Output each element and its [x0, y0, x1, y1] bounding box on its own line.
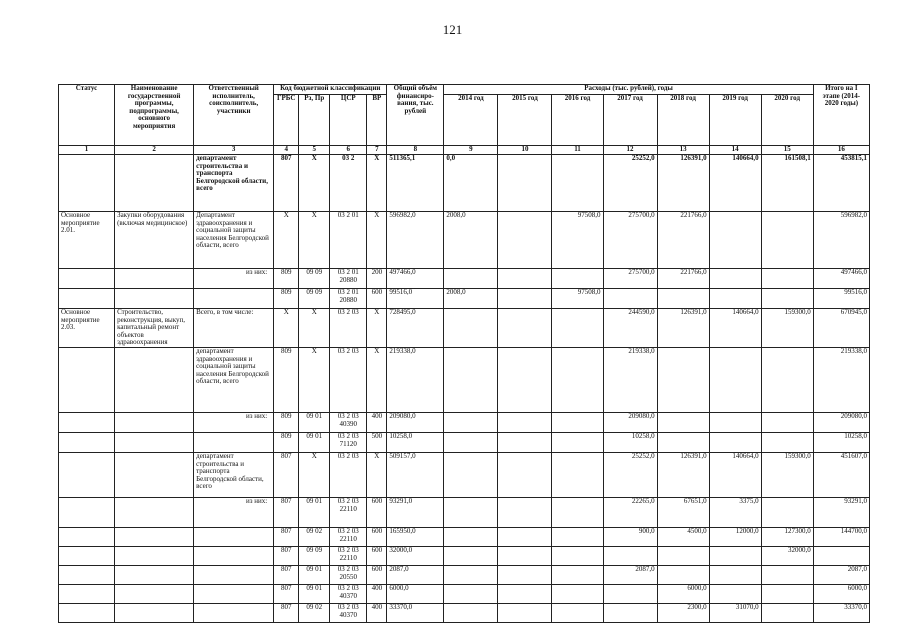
cell-vr: 400: [367, 603, 387, 622]
cell-y2014: 0,0: [444, 155, 498, 212]
cell-csr: 03 2: [330, 155, 367, 212]
cell-y2016: [552, 497, 603, 527]
cell-vr: 600: [367, 565, 387, 584]
header-status: Статус: [59, 85, 115, 146]
cell-vr: Х: [367, 347, 387, 412]
cell-y2020: 161508,1: [761, 155, 813, 212]
cell-total: 33370,0: [387, 603, 444, 622]
column-number: 12: [603, 146, 657, 155]
cell-y2018: 4500,0: [657, 527, 709, 546]
cell-rz: Х: [299, 212, 330, 269]
table-row: [59, 289, 870, 309]
cell-grbs: 807: [274, 603, 299, 622]
cell-y2017: 2087,0: [603, 565, 657, 584]
cell-csr: 03 2 03: [330, 309, 367, 348]
header-year-2019: 2019 год: [709, 95, 761, 146]
table-row: [59, 546, 870, 565]
cell-csr: 03 2 03 22110: [330, 497, 367, 527]
cell-vr: 600: [367, 527, 387, 546]
cell-y2018: 67651,0: [657, 497, 709, 527]
cell-rz: 09 01: [299, 497, 330, 527]
cell-y2017: 244590,0: [603, 309, 657, 348]
cell-csr: 03 2 01 20880: [330, 289, 367, 309]
cell-y2017: [603, 546, 657, 565]
column-number: 7: [367, 146, 387, 155]
cell-y2014: [444, 412, 498, 432]
cell-y2019: [709, 347, 761, 412]
cell-c2: [115, 584, 194, 603]
cell-y2017: 209080,0: [603, 412, 657, 432]
cell-grbs: 809: [274, 269, 299, 289]
cell-total: 99516,0: [387, 289, 444, 309]
cell-y2015: [498, 452, 552, 497]
cell-y2016: [552, 546, 603, 565]
cell-rz: 09 01: [299, 412, 330, 432]
table-row: [59, 497, 870, 527]
cell-y2017: 25252,0: [603, 452, 657, 497]
cell-c3: [194, 546, 274, 565]
cell-y2016: [552, 347, 603, 412]
cell-y2017: [603, 584, 657, 603]
cell-csr: 03 2 01 20880: [330, 269, 367, 289]
cell-y2015: [498, 584, 552, 603]
cell-c2: [115, 527, 194, 546]
cell-c1: Основное мероприятие 2.03.: [59, 309, 115, 348]
cell-y2018: 126391,0: [657, 309, 709, 348]
cell-y2014: [444, 452, 498, 497]
table-row: [59, 603, 870, 622]
cell-vr: 600: [367, 497, 387, 527]
column-number: 9: [444, 146, 498, 155]
header-year-2015: 2015 год: [498, 95, 552, 146]
cell-sum: 33370,0: [813, 603, 869, 622]
cell-csr: 03 2 01: [330, 212, 367, 269]
cell-y2015: [498, 432, 552, 452]
table-row: [59, 412, 870, 432]
cell-y2017: 219338,0: [603, 347, 657, 412]
cell-y2017: [603, 289, 657, 309]
cell-rz: 09 01: [299, 432, 330, 452]
cell-y2016: [552, 527, 603, 546]
cell-y2016: 97508,0: [552, 212, 603, 269]
header-budget-code: Код бюджетной классификации: [274, 85, 387, 95]
cell-y2018: 126391,0: [657, 452, 709, 497]
cell-c2: [115, 546, 194, 565]
cell-vr: 200: [367, 269, 387, 289]
page-number: 121: [442, 22, 463, 37]
header-year-2020: 2020 год: [761, 95, 813, 146]
table-row: [59, 565, 870, 584]
table-row: [59, 432, 870, 452]
column-number: 15: [761, 146, 813, 155]
cell-sum: 144700,0: [813, 527, 869, 546]
cell-y2018: 221766,0: [657, 269, 709, 289]
cell-rz: 09 01: [299, 584, 330, 603]
cell-grbs: 807: [274, 497, 299, 527]
cell-c2: [115, 497, 194, 527]
cell-grbs: 807: [274, 584, 299, 603]
cell-c3: департамент строительства и транспорта Белгородской области, всего: [194, 452, 274, 497]
cell-y2017: [603, 603, 657, 622]
column-number: 3: [194, 146, 274, 155]
cell-y2015: [498, 269, 552, 289]
table-row: [59, 309, 870, 348]
cell-y2014: [444, 347, 498, 412]
cell-c1: [59, 432, 115, 452]
cell-c3: департамент здравоохранения и социальной защиты населения Белгородской области, всего: [194, 347, 274, 412]
cell-y2018: 221766,0: [657, 212, 709, 269]
cell-y2018: 2300,0: [657, 603, 709, 622]
cell-sum: 10258,0: [813, 432, 869, 452]
cell-c2: [115, 412, 194, 432]
cell-rz: 09 02: [299, 603, 330, 622]
table-row: [59, 269, 870, 289]
cell-y2015: [498, 309, 552, 348]
cell-c2: [115, 452, 194, 497]
cell-sum: 219338,0: [813, 347, 869, 412]
header-csr: ЦСР: [330, 95, 367, 146]
cell-csr: 03 2 03 20550: [330, 565, 367, 584]
column-number: 11: [552, 146, 603, 155]
header-year-2014: 2014 год: [444, 95, 498, 146]
cell-y2014: 2008,0: [444, 289, 498, 309]
cell-y2017: 22265,0: [603, 497, 657, 527]
cell-c2: [115, 269, 194, 289]
cell-y2019: [709, 269, 761, 289]
column-number: 4: [274, 146, 299, 155]
table-row: [59, 212, 870, 269]
cell-y2014: [444, 309, 498, 348]
cell-y2016: 97508,0: [552, 289, 603, 309]
column-number: 14: [709, 146, 761, 155]
cell-c1: [59, 584, 115, 603]
cell-y2015: [498, 155, 552, 212]
cell-c1: [59, 603, 115, 622]
cell-c3: [194, 603, 274, 622]
cell-y2018: 6000,0: [657, 584, 709, 603]
cell-c3: из них:: [194, 412, 274, 432]
cell-grbs: Х: [274, 309, 299, 348]
cell-grbs: 807: [274, 565, 299, 584]
cell-y2020: [761, 412, 813, 432]
cell-c1: [59, 155, 115, 212]
cell-y2016: [552, 584, 603, 603]
cell-y2020: [761, 432, 813, 452]
cell-y2020: [761, 289, 813, 309]
cell-y2019: 12000,0: [709, 527, 761, 546]
cell-rz: Х: [299, 452, 330, 497]
column-number: 1: [59, 146, 115, 155]
cell-vr: Х: [367, 309, 387, 348]
budget-table: [58, 84, 870, 623]
cell-vr: Х: [367, 212, 387, 269]
cell-y2020: 159300,0: [761, 452, 813, 497]
cell-y2018: [657, 432, 709, 452]
cell-y2019: 31070,0: [709, 603, 761, 622]
cell-c3: [194, 289, 274, 309]
header-grbs: ГРБС: [274, 95, 299, 146]
header-year-2018: 2018 год: [657, 95, 709, 146]
cell-csr: 03 2 03 22110: [330, 546, 367, 565]
cell-vr: 400: [367, 412, 387, 432]
cell-c3: [194, 584, 274, 603]
cell-y2015: [498, 289, 552, 309]
cell-c3: [194, 565, 274, 584]
cell-c3: [194, 432, 274, 452]
column-number: 8: [387, 146, 444, 155]
table-row: [59, 452, 870, 497]
column-number: 16: [813, 146, 869, 155]
cell-c1: [59, 269, 115, 289]
cell-y2015: [498, 546, 552, 565]
cell-y2020: 127300,0: [761, 527, 813, 546]
cell-y2014: [444, 603, 498, 622]
cell-rz: 09 09: [299, 269, 330, 289]
cell-y2020: 159300,0: [761, 309, 813, 348]
cell-csr: 03 2 03 71120: [330, 432, 367, 452]
cell-c2: Строительство, реконструкция, выкуп, капитальный ремонт объектов здравоохранения: [115, 309, 194, 348]
cell-c2: Закупки оборудования (включая медицинское): [115, 212, 194, 269]
cell-y2020: [761, 269, 813, 289]
header-total-volume: Общий объём финансиро-вания, тыс. рублей: [387, 85, 444, 146]
cell-vr: 400: [367, 584, 387, 603]
cell-grbs: 809: [274, 412, 299, 432]
cell-y2016: [552, 452, 603, 497]
cell-vr: 600: [367, 289, 387, 309]
cell-c1: [59, 546, 115, 565]
cell-y2020: [761, 565, 813, 584]
cell-y2014: [444, 565, 498, 584]
header-name: Наименование государственной программы, подпрограммы, основного мероприятия: [115, 85, 194, 146]
cell-sum: 2087,0: [813, 565, 869, 584]
cell-csr: 03 2 03 40370: [330, 603, 367, 622]
cell-y2015: [498, 497, 552, 527]
cell-c1: [59, 527, 115, 546]
table-row: [59, 527, 870, 546]
cell-y2017: 25252,0: [603, 155, 657, 212]
cell-y2019: [709, 412, 761, 432]
cell-vr: Х: [367, 155, 387, 212]
cell-total: 6000,0: [387, 584, 444, 603]
cell-y2015: [498, 412, 552, 432]
cell-c1: [59, 565, 115, 584]
cell-c3: Департамент здравоохранения и социальной защиты населения Белгородской области, всего: [194, 212, 274, 269]
cell-y2015: [498, 347, 552, 412]
header-responsible: Ответственный исполнитель, соисполнитель, участники: [194, 85, 274, 146]
cell-total: 511365,1: [387, 155, 444, 212]
cell-y2015: [498, 565, 552, 584]
cell-total: 209080,0: [387, 412, 444, 432]
cell-c2: [115, 603, 194, 622]
cell-y2020: [761, 347, 813, 412]
cell-y2019: 3375,0: [709, 497, 761, 527]
cell-y2014: [444, 497, 498, 527]
cell-c1: [59, 347, 115, 412]
header-expenses: Расходы (тыс. рублей), годы: [444, 85, 813, 95]
cell-grbs: 807: [274, 452, 299, 497]
cell-c1: [59, 497, 115, 527]
cell-y2014: [444, 584, 498, 603]
column-number: 5: [299, 146, 330, 155]
cell-y2019: [709, 432, 761, 452]
cell-c1: [59, 289, 115, 309]
cell-y2019: [709, 584, 761, 603]
column-number: 13: [657, 146, 709, 155]
cell-y2016: [552, 309, 603, 348]
header-vr: ВР: [367, 95, 387, 146]
cell-y2019: [709, 289, 761, 309]
cell-c3: из них:: [194, 269, 274, 289]
cell-sum: 497466,0: [813, 269, 869, 289]
cell-y2014: [444, 546, 498, 565]
cell-y2016: [552, 565, 603, 584]
cell-y2017: 275700,0: [603, 269, 657, 289]
cell-sum: 6000,0: [813, 584, 869, 603]
cell-csr: 03 2 03 40370: [330, 584, 367, 603]
cell-sum: 451607,0: [813, 452, 869, 497]
cell-c2: [115, 565, 194, 584]
cell-y2015: [498, 527, 552, 546]
cell-grbs: 809: [274, 347, 299, 412]
cell-grbs: 809: [274, 289, 299, 309]
cell-grbs: 807: [274, 546, 299, 565]
cell-total: 728495,0: [387, 309, 444, 348]
cell-y2014: 2008,0: [444, 212, 498, 269]
cell-c2: [115, 155, 194, 212]
cell-y2020: [761, 584, 813, 603]
column-number: 10: [498, 146, 552, 155]
cell-total: 219338,0: [387, 347, 444, 412]
cell-rz: Х: [299, 155, 330, 212]
cell-vr: Х: [367, 452, 387, 497]
table-row: [59, 347, 870, 412]
cell-y2019: [709, 565, 761, 584]
cell-sum: [813, 546, 869, 565]
cell-sum: 670945,0: [813, 309, 869, 348]
cell-y2019: [709, 546, 761, 565]
cell-total: 509157,0: [387, 452, 444, 497]
cell-c1: Основное мероприятие 2.01.: [59, 212, 115, 269]
cell-total: 10258,0: [387, 432, 444, 452]
cell-total: 2087,0: [387, 565, 444, 584]
cell-grbs: 807: [274, 155, 299, 212]
cell-y2018: [657, 347, 709, 412]
header-rz-pr: Рз, Пр: [299, 95, 330, 146]
table-row: [59, 584, 870, 603]
cell-rz: 09 01: [299, 565, 330, 584]
cell-grbs: 807: [274, 527, 299, 546]
cell-vr: 600: [367, 546, 387, 565]
cell-c2: [115, 289, 194, 309]
cell-y2016: [552, 155, 603, 212]
cell-y2020: [761, 497, 813, 527]
cell-csr: 03 2 03: [330, 347, 367, 412]
cell-y2017: 10258,0: [603, 432, 657, 452]
cell-y2018: [657, 412, 709, 432]
cell-c2: [115, 432, 194, 452]
header-stage-total: Итого на I этапе (2014-2020 годы): [813, 85, 869, 146]
cell-total: 93291,0: [387, 497, 444, 527]
cell-c3: из них:: [194, 497, 274, 527]
cell-y2018: [657, 289, 709, 309]
cell-c1: [59, 452, 115, 497]
cell-y2017: 275700,0: [603, 212, 657, 269]
cell-y2017: 900,0: [603, 527, 657, 546]
cell-grbs: Х: [274, 212, 299, 269]
cell-y2020: 32000,0: [761, 546, 813, 565]
cell-rz: 09 09: [299, 289, 330, 309]
cell-y2015: [498, 212, 552, 269]
cell-y2020: [761, 212, 813, 269]
cell-y2018: 126391,0: [657, 155, 709, 212]
cell-y2018: [657, 546, 709, 565]
cell-vr: 500: [367, 432, 387, 452]
cell-csr: 03 2 03 22110: [330, 527, 367, 546]
cell-rz: Х: [299, 347, 330, 412]
cell-total: 165950,0: [387, 527, 444, 546]
cell-csr: 03 2 03: [330, 452, 367, 497]
cell-y2016: [552, 412, 603, 432]
cell-y2019: 140664,0: [709, 155, 761, 212]
cell-y2018: [657, 565, 709, 584]
cell-y2014: [444, 527, 498, 546]
header-year-2016: 2016 год: [552, 95, 603, 146]
cell-y2019: 140664,0: [709, 309, 761, 348]
cell-csr: 03 2 03 40390: [330, 412, 367, 432]
cell-rz: 09 09: [299, 546, 330, 565]
cell-total: 32000,0: [387, 546, 444, 565]
cell-c3: Всего, в том числе:: [194, 309, 274, 348]
cell-total: 596982,0: [387, 212, 444, 269]
column-number: 6: [330, 146, 367, 155]
cell-y2019: [709, 212, 761, 269]
column-number: 2: [115, 146, 194, 155]
cell-c2: [115, 347, 194, 412]
cell-y2015: [498, 603, 552, 622]
cell-grbs: 809: [274, 432, 299, 452]
cell-sum: 209080,0: [813, 412, 869, 432]
cell-c3: департамент строительства и транспорта Белгородской области, всего: [194, 155, 274, 212]
cell-y2014: [444, 269, 498, 289]
cell-y2016: [552, 432, 603, 452]
cell-y2019: 140664,0: [709, 452, 761, 497]
cell-c1: [59, 412, 115, 432]
cell-sum: 596982,0: [813, 212, 869, 269]
cell-rz: 09 02: [299, 527, 330, 546]
cell-y2020: [761, 603, 813, 622]
cell-y2014: [444, 432, 498, 452]
table-row: [59, 155, 870, 212]
cell-y2016: [552, 269, 603, 289]
cell-y2016: [552, 603, 603, 622]
cell-c3: [194, 527, 274, 546]
cell-sum: 99516,0: [813, 289, 869, 309]
header-year-2017: 2017 год: [603, 95, 657, 146]
cell-total: 497466,0: [387, 269, 444, 289]
cell-sum: 93291,0: [813, 497, 869, 527]
cell-sum: 453815,1: [813, 155, 869, 212]
cell-rz: Х: [299, 309, 330, 348]
